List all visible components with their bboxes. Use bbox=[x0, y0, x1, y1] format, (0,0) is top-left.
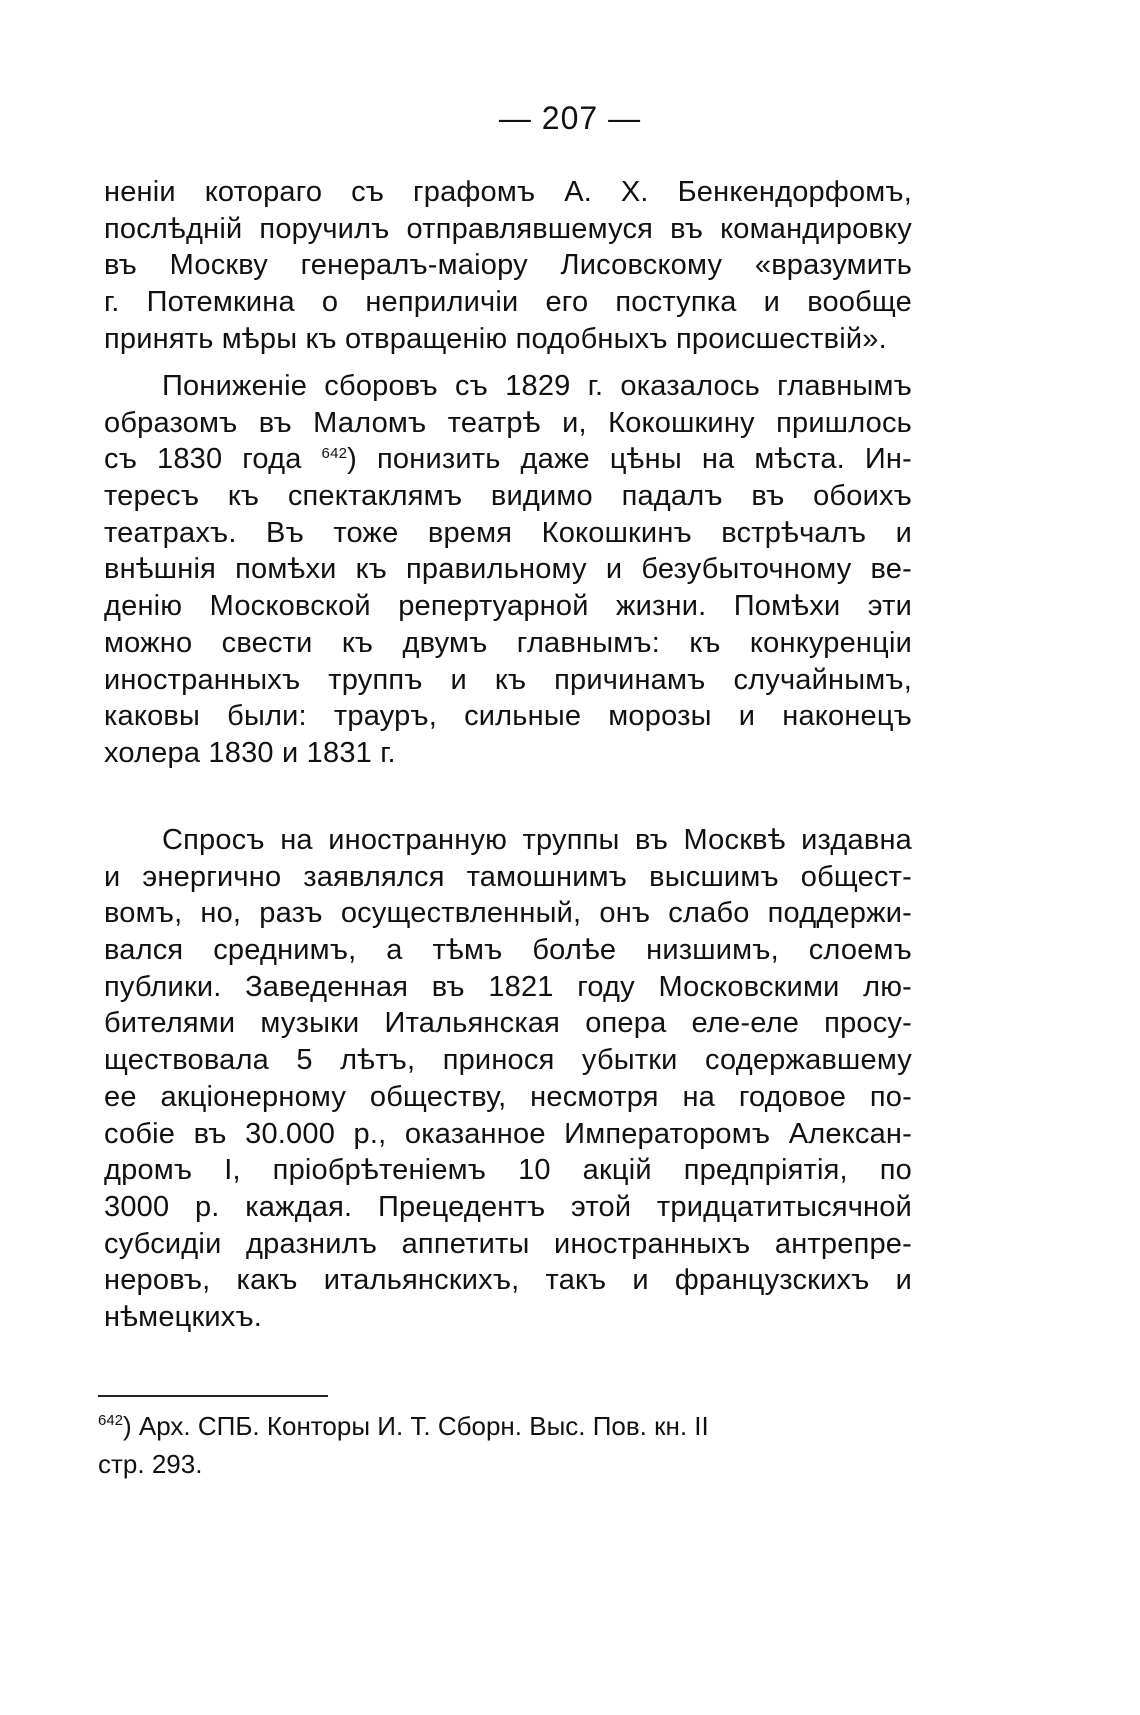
footnote-divider bbox=[98, 1395, 328, 1397]
text-fragment: съ 1830 года bbox=[104, 443, 302, 476]
footnote bbox=[98, 1407, 916, 1483]
text-line: нѣмецкихъ. bbox=[104, 1300, 263, 1333]
text-line: собіе въ 30.000 р., оказанное Императоромъ Алексан- bbox=[104, 1117, 912, 1150]
text-line: каковы были: трауръ, сильные морозы и наконецъ bbox=[104, 700, 912, 733]
footnote-marker: 642 bbox=[98, 1412, 124, 1429]
paragraph-1 bbox=[104, 174, 912, 357]
text-line: публики. Заведенная въ 1821 году Московскими лю- bbox=[104, 970, 912, 1003]
text-line: принять мѣры къ отвращенію подобныхъ происшествій». bbox=[104, 322, 887, 355]
text-line: иностранныхъ труппъ и къ причинамъ случайнымъ, bbox=[104, 663, 912, 696]
page-number: — 207 — bbox=[498, 100, 642, 136]
text-line-with-footnote-ref bbox=[104, 441, 912, 478]
text-line: и энергично заявлялся тамошнимъ высшимъ общест- bbox=[104, 860, 912, 893]
text-line: денію Московской репертуарной жизни. Помѣхи эти bbox=[104, 590, 912, 623]
footnote-line: стр. 293. bbox=[98, 1449, 203, 1479]
text-line: субсидіи дразнилъ аппетиты иностранныхъ антрепре- bbox=[104, 1227, 912, 1260]
text-fragment: ) понизить даже цѣны на мѣста. Ин- bbox=[347, 443, 912, 476]
text-line: внѣшнія помѣхи къ правильному и безубыточному ве- bbox=[104, 553, 912, 586]
text-line: вался среднимъ, а тѣмъ болѣе низшимъ, слоемъ bbox=[104, 934, 912, 967]
text-line: ее акціонерному обществу, несмотря на годовое по- bbox=[104, 1080, 912, 1113]
text-line: въ Москву генералъ-маіору Лисовскому «вразумить bbox=[104, 249, 912, 282]
text-line: холера 1830 и 1831 г. bbox=[104, 736, 396, 769]
text-line: 3000 р. каждая. Прецедентъ этой тридцатитысячной bbox=[104, 1190, 912, 1223]
paragraph-3 bbox=[104, 822, 912, 1336]
text-line: неніи котораго съ графомъ А. Х. Бенкендорфомъ, bbox=[104, 176, 912, 208]
text-line: г. Потемкина о неприличіи его поступка и вообще bbox=[104, 286, 912, 319]
paragraph-2 bbox=[104, 368, 912, 772]
text-line: неровъ, какъ итальянскихъ, такъ и французскихъ и bbox=[104, 1264, 912, 1297]
text-line: Пониженіе сборовъ съ 1829 г. оказалось главнымъ bbox=[162, 370, 912, 402]
footnote-line bbox=[98, 1407, 916, 1445]
text-line: дромъ I, пріобрѣтеніемъ 10 акцій предпріятія, по bbox=[104, 1154, 912, 1187]
text-line: можно свести къ двумъ главнымъ: къ конкуренціи bbox=[104, 626, 912, 659]
text-line: тересъ къ спектаклямъ видимо падалъ въ обоихъ bbox=[104, 480, 912, 513]
text-line: образомъ въ Маломъ театрѣ и, Кокошкину пришлось bbox=[104, 406, 912, 439]
text-line: ществовала 5 лѣтъ, принося убытки содержавшему bbox=[104, 1044, 912, 1077]
text-line: вомъ, но, разъ осуществленный, онъ слабо поддержи- bbox=[104, 897, 912, 930]
footnote-text: ) Арх. СПБ. Конторы И. Т. Сборн. Выс. Пов. кн. II bbox=[123, 1411, 709, 1441]
text-line: Спросъ на иностранную труппы въ Москвѣ издавна bbox=[162, 824, 912, 856]
text-line: театрахъ. Въ тоже время Кокошкинъ встрѣчалъ и bbox=[104, 516, 912, 549]
footnote-ref: 642 bbox=[321, 445, 348, 463]
text-line: послѣдній поручилъ отправлявшемуся въ командировку bbox=[104, 212, 912, 245]
text-line: бителями музыки Итальянская опера еле-еле просу- bbox=[104, 1007, 912, 1040]
